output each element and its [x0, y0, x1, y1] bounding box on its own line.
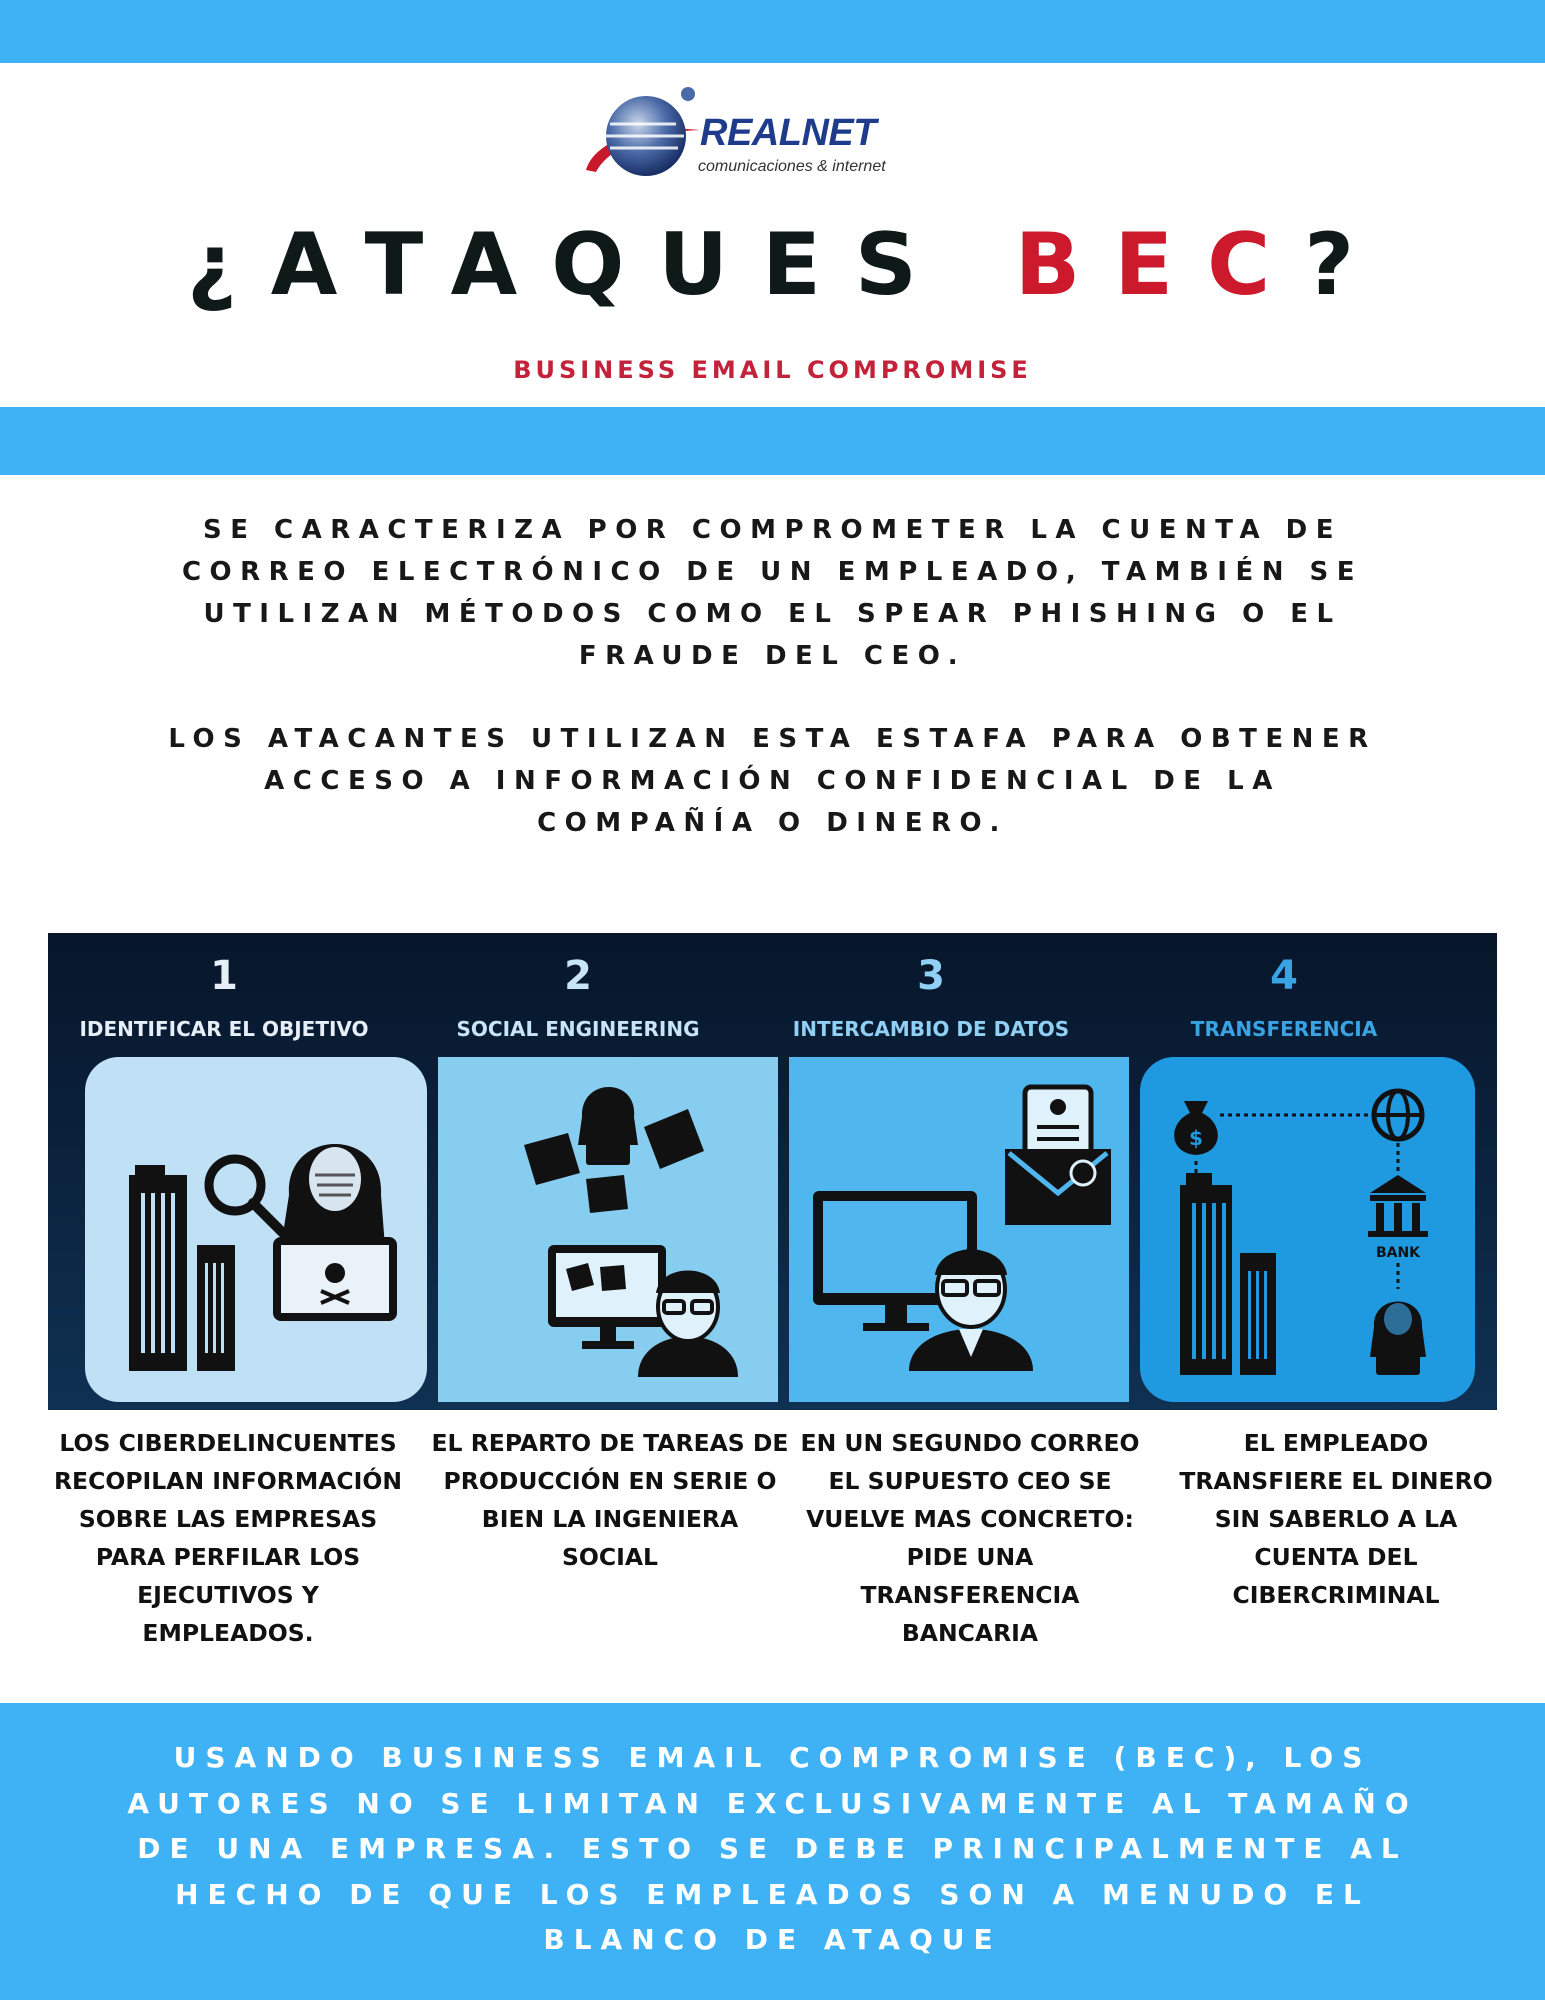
page-subtitle: BUSINESS EMAIL COMPROMISE: [513, 356, 1032, 384]
bank-label: BANK: [1375, 1245, 1421, 1261]
footer-message: USANDO BUSINESS EMAIL COMPROMISE (BEC), LOS AUTORES NO SE LIMITAN EXCLUSIVAMENTE AL TAMAÑO DE UNA EMPRESA. ESTO SE DEBE PRINCIPALMENTE AL HECHO DE QUE LOS EMPLEADOS SON A MENUDO EL BLANCO DE ATAQUE: [127, 1741, 1418, 1956]
dollar-label: $: [1189, 1126, 1203, 1150]
step-number: 4: [1270, 953, 1298, 999]
step-1-panel: [85, 1057, 427, 1402]
step-3-description: EN UN SEGUNDO CORREO EL SUPUESTO CEO SE VUELVE MAS CONCRETO: PIDE UNA TRANSFERENCIA BANCARIA: [800, 1429, 1140, 1647]
step-2-description: EL REPARTO DE TAREAS DE PRODUCCIÓN EN SERIE O BIEN LA INGENIERA SOCIAL: [431, 1429, 789, 1571]
bec-infographic: [48, 933, 1497, 1410]
hacker-icon: [1370, 1302, 1426, 1376]
title-prefix: ¿ATAQUES: [186, 215, 1015, 315]
logo-wordmark: REALNET: [700, 112, 876, 154]
step-number: 1: [210, 953, 238, 999]
page-title: [0, 215, 1545, 315]
step-title: SOCIAL ENGINEERING: [456, 1017, 700, 1041]
logo-tagline: comunicaciones & internet: [698, 158, 886, 175]
realnet-logo: [580, 84, 960, 184]
top-band: [0, 0, 1545, 63]
title-suffix: ?: [1304, 215, 1389, 315]
intro-paragraph-1: SE CARACTERIZA POR COMPROMETER LA CUENTA DE CORREO ELECTRÓNICO DE UN EMPLEADO, TAMBIÉN SE UTILIZAN MÉTODOS COMO EL SPEAR PHISHING O EL FRAUDE DEL CEO.: [181, 515, 1364, 671]
step-title: TRANSFERENCIA: [1190, 1017, 1378, 1041]
step-title: INTERCAMBIO DE DATOS: [792, 1017, 1070, 1041]
middle-band: [0, 407, 1545, 475]
hacker-icon: [578, 1087, 638, 1165]
step-4-description: EL EMPLEADO TRANSFIERE EL DINERO SIN SABERLO A LA CUENTA DEL CIBERCRIMINAL: [1179, 1429, 1493, 1609]
step-number: 3: [917, 953, 945, 999]
step-2-panel: [438, 1057, 778, 1402]
step-3-panel: [789, 1057, 1129, 1402]
globe-icon: [580, 84, 710, 184]
step-number: 2: [564, 953, 592, 999]
step-1-description: LOS CIBERDELINCUENTES RECOPILAN INFORMACIÓN SOBRE LAS EMPRESAS PARA PERFILAR LOS EJECUTIVOS Y EMPLEADOS.: [53, 1429, 403, 1647]
title-accent: BEC: [1014, 215, 1305, 315]
intro-paragraph-2: LOS ATACANTES UTILIZAN ESTA ESTAFA PARA OBTENER ACCESO A INFORMACIÓN CONFIDENCIAL DE LA COMPAÑÍA O DINERO.: [168, 724, 1377, 838]
step-title: IDENTIFICAR EL OBJETIVO: [79, 1017, 369, 1041]
step-4-panel: [1140, 1057, 1475, 1402]
